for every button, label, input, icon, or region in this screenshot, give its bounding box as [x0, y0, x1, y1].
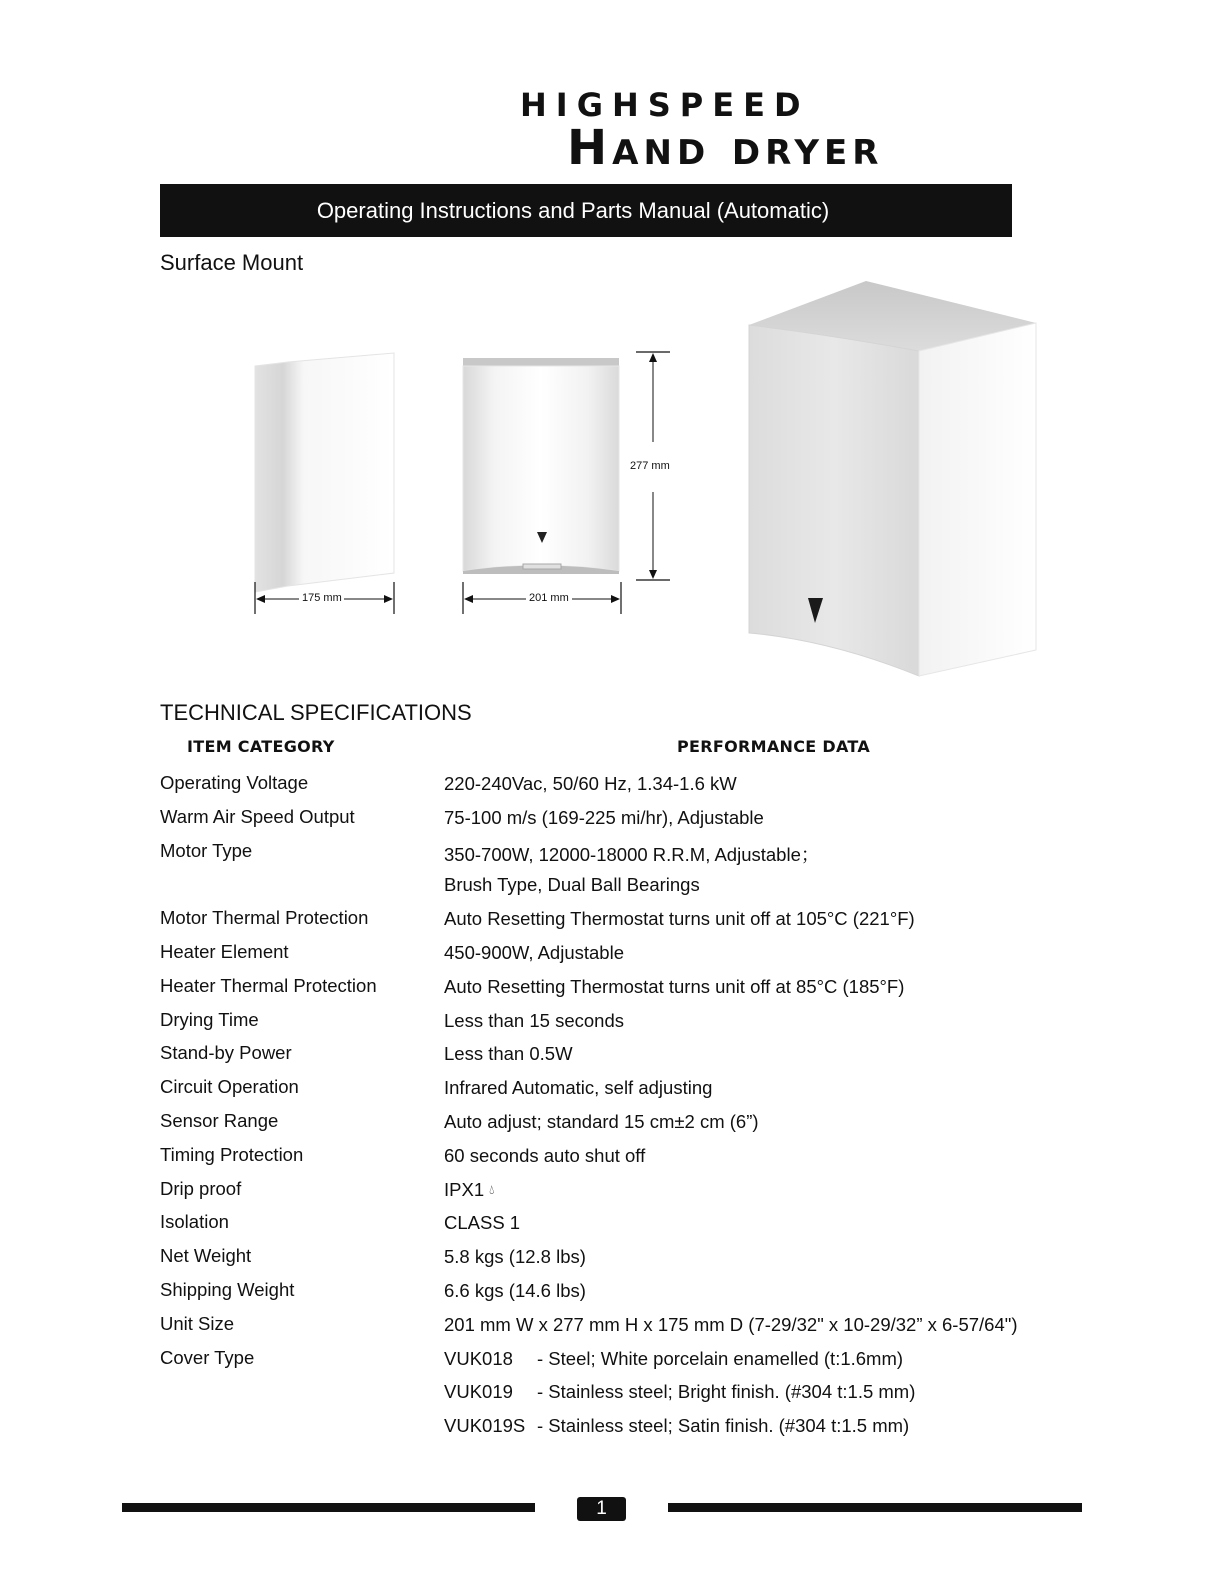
spec-row [160, 804, 1060, 838]
height-label: 277 mm [630, 460, 670, 472]
spec-label: Stand-by Power [160, 1042, 292, 1064]
spec-table [160, 770, 1060, 1446]
spec-value: 450-900W, Adjustable [444, 941, 624, 963]
spec-label: Motor Thermal Protection [160, 907, 369, 929]
spec-row [160, 838, 1060, 872]
spec-value: 5.8 kgs (12.8 lbs) [444, 1246, 586, 1268]
cover-option [444, 1415, 909, 1437]
spec-label: Cover Type [160, 1346, 255, 1368]
spec-row [160, 1108, 1060, 1142]
spec-label: Drying Time [160, 1008, 259, 1030]
spec-label: Warm Air Speed Output [160, 805, 355, 827]
spec-row [160, 1040, 1060, 1074]
spec-row [160, 871, 1060, 905]
mount-type-label: Surface Mount [160, 250, 304, 275]
cover-model-code: VUK019S [444, 1415, 526, 1437]
cover-model-code: VUK018 [444, 1347, 513, 1369]
spec-value: Less than 0.5W [444, 1043, 573, 1065]
tech-specs-heading: TECHNICAL SPECIFICATIONS [160, 700, 472, 725]
spec-value: Auto adjust; standard 15 cm±2 cm (6”) [444, 1110, 759, 1132]
cover-type-row [160, 1345, 1060, 1379]
spec-row [160, 1176, 1060, 1210]
performance-data-header: PERFORMANCE DATA [677, 737, 871, 756]
title-line-1: HIGHSPEED [520, 86, 810, 124]
spec-label: Heater Element [160, 940, 289, 962]
spec-value: Infrared Automatic, self adjusting [444, 1077, 713, 1099]
spec-value: 75-100 m/s (169-225 mi/hr), Adjustable [444, 806, 764, 828]
front-width-label: 201 mm [529, 592, 569, 604]
spec-label: Operating Voltage [160, 772, 309, 793]
spec-row [160, 1243, 1060, 1277]
spec-label: Isolation [160, 1211, 229, 1233]
side-width-label: 175 mm [302, 592, 342, 604]
spec-label: Drip proof [160, 1177, 242, 1199]
spec-label: Shipping Weight [160, 1278, 295, 1300]
cover-type-row [160, 1412, 1060, 1446]
footer-rule-left [122, 1503, 535, 1512]
banner-text: Operating Instructions and Parts Manual (Automatic) [316, 197, 830, 223]
spec-row [160, 770, 1060, 804]
spec-row [160, 939, 1060, 973]
spec-row [160, 905, 1060, 939]
page-number: 1 [577, 1497, 626, 1521]
cover-description: - Steel; White porcelain enamelled (t:1.6mm) [537, 1347, 904, 1369]
spec-value: CLASS 1 [444, 1212, 521, 1234]
item-category-header: ITEM CATEGORY [187, 737, 335, 756]
spec-value: 220-240Vac, 50/60 Hz, 1.34-1.6 kW [444, 773, 737, 794]
spec-row [160, 1277, 1060, 1311]
spec-label: Unit Size [160, 1312, 235, 1334]
product-figures [0, 270, 1220, 690]
spec-row [160, 1142, 1060, 1176]
spec-row [160, 973, 1060, 1007]
manual-banner [160, 184, 1012, 237]
cover-option [444, 1348, 903, 1370]
footer-rule-right [668, 1503, 1082, 1512]
spec-label: Circuit Operation [160, 1076, 299, 1098]
isometric-view-figure [749, 281, 1036, 676]
spec-value: Auto Resetting Thermostat turns unit off at 105°C (221°F) [444, 908, 915, 930]
spec-value: Auto Resetting Thermostat turns unit off at 85°C (185°F) [444, 975, 905, 997]
spec-label: Net Weight [160, 1245, 252, 1267]
spec-row [160, 1209, 1060, 1243]
spec-label: Motor Type [160, 839, 253, 861]
spec-value: Brush Type, Dual Ball Bearings [444, 874, 700, 896]
water-drop-icon: 💧︎ [489, 1181, 495, 1197]
front-view-figure [463, 352, 670, 614]
spec-label: Timing Protection [160, 1143, 304, 1165]
spec-label: Sensor Range [160, 1109, 279, 1131]
spec-value: Less than 15 seconds [444, 1009, 624, 1031]
cover-type-row [160, 1378, 1060, 1412]
spec-value: 6.6 kgs (14.6 lbs) [444, 1279, 586, 1301]
cover-description: - Stainless steel; Satin finish. (#304 t:1.5 mm) [537, 1415, 910, 1437]
side-view-figure [255, 353, 394, 614]
cover-option [444, 1381, 915, 1403]
spec-row [160, 1007, 1060, 1041]
drip-proof-rating: IPX1 [444, 1178, 485, 1200]
spec-label: Heater Thermal Protection [160, 974, 377, 996]
spec-row [160, 1074, 1060, 1108]
spec-value: 350-700W, 12000-18000 R.R.M, Adjustable； [444, 843, 820, 865]
spec-value-drip [444, 1179, 494, 1201]
spec-value: 60 seconds auto shut off [444, 1144, 646, 1166]
spec-row [160, 1311, 1060, 1345]
cover-description: - Stainless steel; Bright finish. (#304 t:1.5 mm) [537, 1381, 916, 1403]
cover-model-code: VUK019 [444, 1381, 513, 1403]
title-line-2: Hand dryer [567, 120, 884, 176]
spec-value: 201 mm W x 277 mm H x 175 mm D (7-29/32" x 10-29/32” x 6-57/64") [444, 1313, 1018, 1335]
